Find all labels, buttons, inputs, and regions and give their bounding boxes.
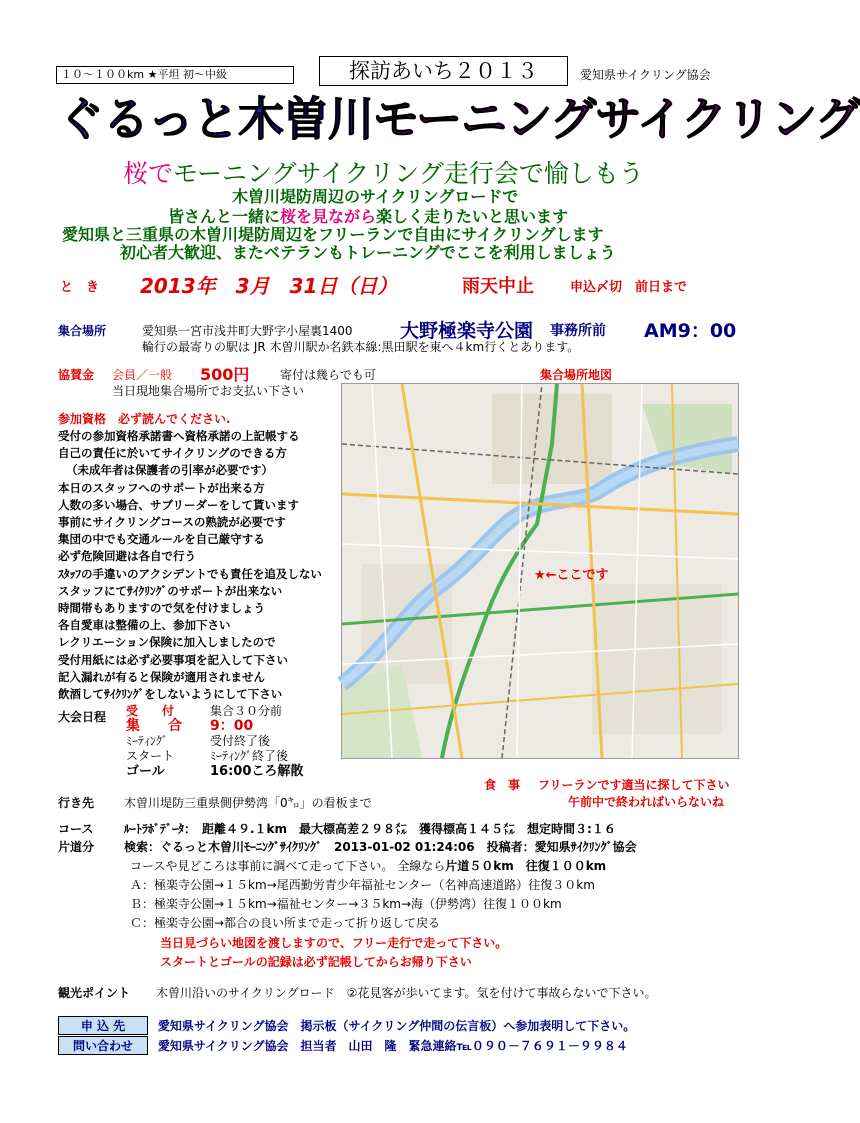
schedule-item: ﾐｰﾃｨﾝｸﾞ bbox=[126, 734, 169, 748]
qualification-item: レクリエーション保険に加入しましたので bbox=[58, 635, 276, 650]
schedule-time: 16:00ころ解散 bbox=[210, 764, 304, 779]
food-line-1: フリーランです適当に探して下さい bbox=[538, 778, 730, 792]
qualification-item: 時間帯もありますので気を付けましょう bbox=[58, 601, 265, 616]
destination-text: 木曽川堤防三重県側伊勢湾「0㌔」の看板まで bbox=[124, 796, 372, 810]
course-oneway-label: 片道分 bbox=[58, 840, 95, 854]
subtitle-main: モーニングサイクリング走行会で愉しもう bbox=[173, 159, 644, 188]
qualification-item: 記入漏れが有ると保険が適用されません bbox=[58, 669, 265, 684]
schedule-row bbox=[126, 704, 303, 719]
qualification-item: （未成年者は保護者の引率が必要です） bbox=[66, 463, 273, 478]
course-detail: ﾙｰﾄﾗﾎﾞﾃﾞｰﾀ： 距離４９.１km 最大標高差２９８㍍ 獲得標高１４５㍍ 想定時間３:１６ bbox=[124, 822, 616, 836]
meeting-time: AM9：00 bbox=[644, 320, 737, 342]
event-date: 2013年 3月 31日（日） bbox=[140, 274, 398, 298]
course-label: コース bbox=[58, 822, 94, 836]
intro-line-3: 愛知県と三重県の木曽川堤防周辺をフリーランで自由にサイクリングします bbox=[62, 225, 604, 244]
food-label: 食 事 bbox=[484, 778, 521, 792]
course-note-2: スタートとゴールの記録は必ず記帳してからお帰り下さい bbox=[160, 955, 472, 969]
qualification-item: 集団の中でも交通ルールを自己厳守する bbox=[58, 532, 265, 547]
course-option-b: Ｂ：極楽寺公園→１５km→福祉センター→３５km→海（伊勢湾）往復１００km bbox=[130, 897, 562, 911]
schedule-time: 9：00 bbox=[210, 718, 254, 734]
qualification-item: 本日のスタッフへのサポートが出来る方 bbox=[58, 480, 265, 495]
contact-text: 愛知県サイクリング協会 担当者 山田 隆 緊急連絡℡０９０－７６９１－９９８４ bbox=[157, 1039, 628, 1053]
fee-amount: 500円 bbox=[200, 365, 250, 384]
intro-line-2c: 楽しく走りたいと思います bbox=[376, 207, 569, 226]
fee-note: 寄付は幾らでも可 bbox=[280, 368, 376, 382]
schedule-item: スタート bbox=[126, 749, 175, 763]
sightseeing-text: 木曽川沿いのサイクリングロード ②花見客が歩いてます。気を付けて事故らないで下さい。 bbox=[156, 986, 657, 1000]
qualification-item: 人数の多い場合、サブリーダーをして貰います bbox=[58, 497, 300, 512]
qualification-heading bbox=[58, 410, 231, 427]
intro-line-2a: 皆さんと一緒に bbox=[168, 207, 281, 226]
fee-label: 協賛金 bbox=[58, 368, 95, 382]
when-label: と き bbox=[60, 280, 100, 295]
course-search: 検索：ぐるっと木曽川ﾓｰﾆﾝｸﾞｻｲｸﾘﾝｸﾞ 2013-01-02 01:24:06 投稿者：愛知県ｻｲｸﾘﾝｸﾞ協会 bbox=[124, 840, 637, 854]
course-option-c: Ｃ：極楽寺公園→都合の良い所まで走って折り返して戻る bbox=[130, 916, 441, 930]
qualification-item: 必ず危険回避は各自で行う bbox=[58, 549, 196, 564]
schedule-row bbox=[126, 749, 303, 764]
series-title-box: 探訪あいち２０１３ bbox=[319, 56, 568, 86]
qualification-item: 各自愛車は整備の上、参加下さい bbox=[58, 618, 231, 633]
main-title bbox=[58, 88, 860, 150]
qualification-item: ｽﾀｯﾌの手違いのアクシデントでも責任を追及しない bbox=[58, 566, 322, 581]
schedule-row bbox=[126, 719, 303, 734]
apply-label: 申 込 先 bbox=[58, 1016, 148, 1035]
organization-name: 愛知県サイクリング協会 bbox=[580, 68, 711, 82]
fee-member: 会員／一般 bbox=[112, 368, 173, 382]
qualification-item: 事前にサイクリングコースの熟読が必要です bbox=[58, 515, 286, 530]
meeting-label: 集合場所 bbox=[58, 324, 107, 338]
schedule-item: ゴール bbox=[126, 764, 165, 779]
map-label: 集合場所地図 bbox=[540, 368, 613, 382]
qualification-item: 自己の責任に於いてサイクリングのできる方 bbox=[58, 446, 287, 461]
intro-line-4: 初心者大歓迎、またベテランもトレーニングでここを利用しましょう bbox=[120, 243, 616, 262]
sightseeing-label: 観光ポイント bbox=[58, 986, 131, 1000]
rain-cancel: 雨天中止 bbox=[462, 276, 534, 297]
qualification-item: 受付の参加資格承諾書へ資格承諾の上記帳する bbox=[58, 429, 300, 443]
nearest-station: 輪行の最寄りの駅は JR 木曽川駅か名鉄本線:黒田駅を東へ４km行くとあります。 bbox=[142, 340, 580, 354]
schedule-time: ﾐｰﾃｨﾝｸﾞ終了後 bbox=[210, 749, 289, 763]
destination-label: 行き先 bbox=[58, 796, 95, 810]
course-option-a: Ａ：極楽寺公園→１５km→尾西勤労青少年福祉センター（名神高速道路）往復３０km bbox=[130, 878, 595, 892]
course-note-1: 当日見づらい地図を渡しますので、フリー走行で走って下さい。 bbox=[160, 936, 508, 950]
qualification-must: 必ず読んでください. bbox=[118, 412, 231, 426]
meeting-address: 愛知県一宮市浅井町大野字小屋裏1400 bbox=[142, 324, 353, 338]
course-advice bbox=[130, 857, 606, 874]
schedule-item: 受 付 bbox=[126, 704, 175, 718]
contact-row bbox=[58, 1036, 628, 1055]
qualification-list bbox=[58, 428, 322, 703]
intro-line-1: 木曽川堤防周辺のサイクリングロードで bbox=[232, 187, 519, 206]
schedule-row bbox=[126, 734, 303, 749]
course-advice-distance: 片道５０km 往復１００km bbox=[445, 859, 607, 873]
course-advice-text: コースや見どころは事前に調べて走って下さい。 全線なら bbox=[130, 859, 446, 873]
qualification-item: 飲酒してｻｲｸﾘﾝｸﾞをしないようにして下さい bbox=[58, 687, 283, 702]
qualification-label: 参加資格 bbox=[58, 412, 107, 426]
contact-label: 問い合わせ bbox=[58, 1036, 148, 1055]
apply-text: 愛知県サイクリング協会 掲示板（サイクリング仲間の伝言板）へ参加表明して下さい。 bbox=[157, 1019, 636, 1033]
fee-pay: 当日現地集合場所でお支払い下さい bbox=[112, 384, 305, 398]
subtitle-sakura: 桜で bbox=[123, 159, 174, 188]
schedule-table bbox=[126, 704, 303, 779]
meeting-map bbox=[341, 383, 739, 759]
main-title-part1: ぐるっと木曽川 bbox=[58, 92, 373, 146]
application-deadline: 申込〆切 前日まで bbox=[570, 280, 688, 295]
schedule-time: 集合３０分前 bbox=[210, 704, 283, 718]
qualification-item: スタッフにてｻｲｸﾘﾝｸﾞのサポートが出来ない bbox=[58, 583, 283, 598]
meeting-park: 大野極楽寺公園 bbox=[400, 320, 534, 342]
main-title-part2: モーニングサイクリング bbox=[373, 92, 860, 146]
map-here-marker: ★←ここです bbox=[534, 568, 609, 583]
food-line-2: 午前中で終わればいらないね bbox=[568, 795, 725, 809]
meeting-office: 事務所前 bbox=[550, 323, 606, 339]
schedule-item: 集 合 bbox=[126, 718, 182, 734]
distance-box: １０～１００km ★平坦 初～中級 bbox=[56, 66, 294, 84]
intro-line-2b: 桜を見ながら bbox=[280, 207, 377, 226]
schedule-row bbox=[126, 764, 303, 779]
apply-row bbox=[58, 1016, 635, 1035]
qualification-item: 受付用紙には必ず必要事項を記入して下さい bbox=[58, 652, 288, 667]
schedule-label: 大会日程 bbox=[58, 710, 107, 724]
schedule-time: 受付終了後 bbox=[210, 734, 271, 748]
